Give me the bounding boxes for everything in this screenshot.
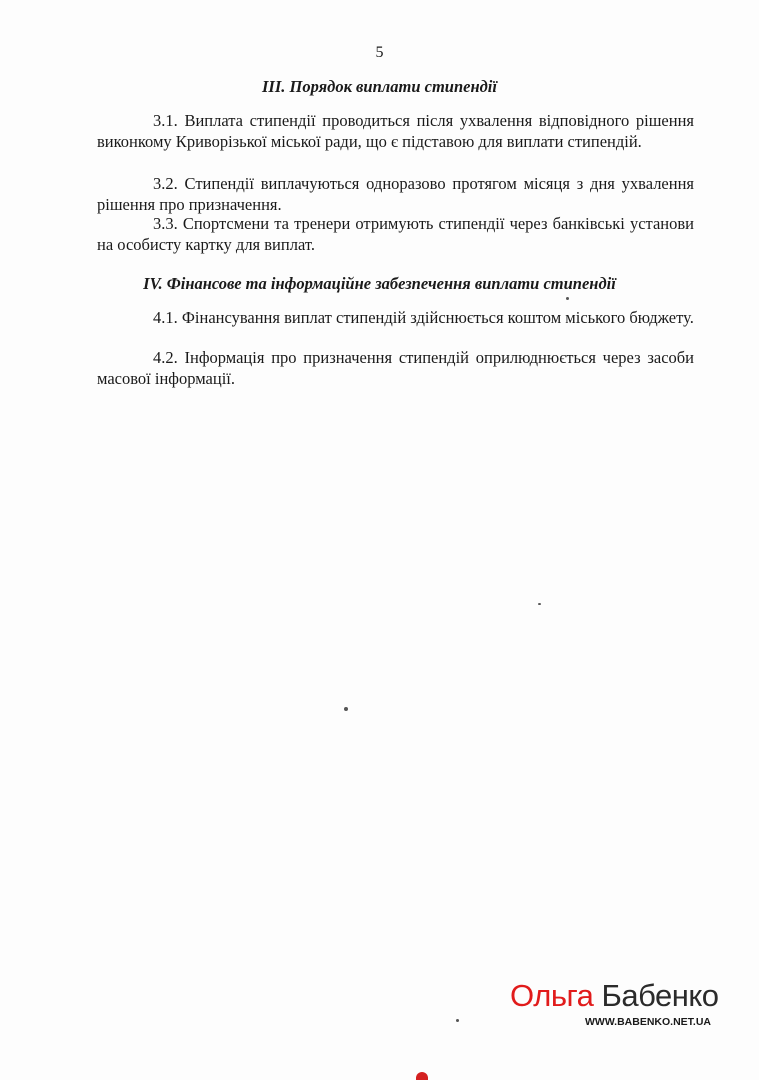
page-number: 5 bbox=[375, 44, 384, 61]
paragraph-3-2: 3.2. Стипендії виплачуються одноразово протягом місяця з дня ухвалення рішення про призначення. bbox=[97, 174, 694, 214]
paragraph-4-2: 4.2. Інформація про призначення стипендій оприлюднюється через засоби масової інформації. bbox=[97, 348, 694, 388]
scan-speck bbox=[456, 1019, 459, 1022]
watermark-logo bbox=[510, 978, 719, 1028]
watermark-name bbox=[510, 978, 719, 1014]
watermark-url: WWW.BABENKO.NET.UA bbox=[585, 1016, 711, 1028]
paragraph-3-1: 3.1. Виплата стипендії проводиться після ухвалення відповідного рішення виконкому Криворізької міської ради, що є підставою для виплати стипендій. bbox=[97, 111, 694, 151]
scan-speck bbox=[566, 297, 569, 300]
red-stamp-fragment bbox=[416, 1072, 428, 1080]
watermark-last-name: Бабенко bbox=[601, 978, 719, 1013]
scan-speck bbox=[344, 707, 348, 711]
section-heading-4: IV. Фінансове та інформаційне забезпечення виплати стипендії bbox=[143, 274, 616, 293]
section-heading-3: III. Порядок виплати стипендії bbox=[262, 77, 497, 96]
paragraph-3-3: 3.3. Спортсмени та тренери отримують стипендії через банківські установи на особисту картку для виплат. bbox=[97, 214, 694, 254]
watermark-first-name: Ольга bbox=[510, 978, 594, 1013]
scan-speck bbox=[538, 603, 541, 605]
paragraph-4-1: 4.1. Фінансування виплат стипендій здійснюється коштом міського бюджету. bbox=[153, 308, 694, 327]
